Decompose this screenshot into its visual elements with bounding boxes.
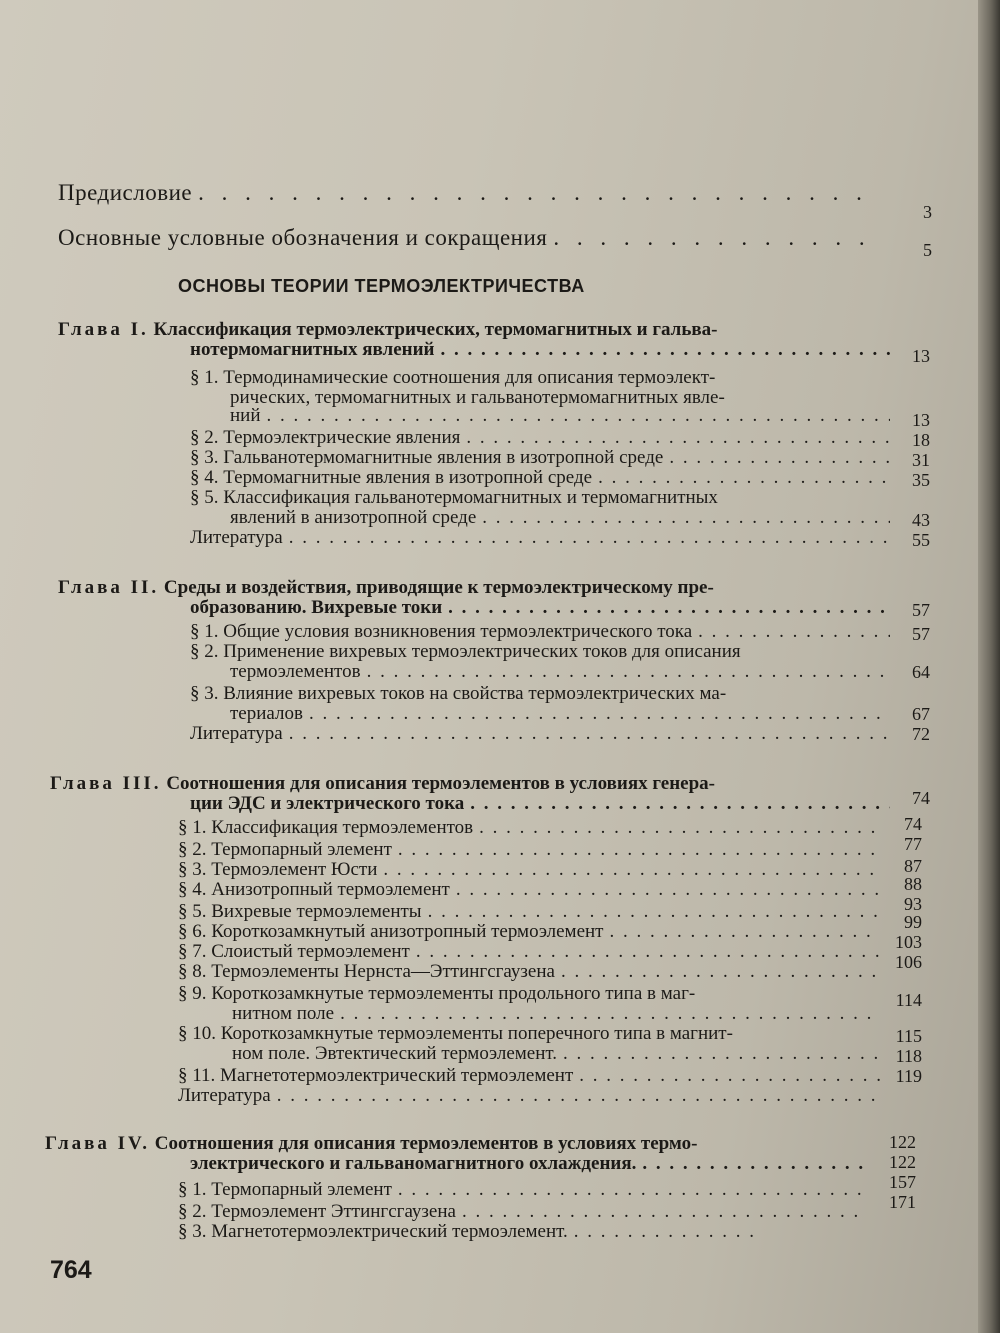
toc-entry-preface: Предисловие . . . bbox=[58, 180, 868, 206]
ch3-sec10-page-b: 118 bbox=[895, 1046, 922, 1066]
ch1-sec4: § 4. Термомагнитные явления в изотропной среде . . . bbox=[190, 468, 890, 488]
ch1-sec1: § 1. Термодинамические соотношения для описания термоэлект- bbox=[190, 367, 716, 388]
ch3-sec3: § 3. Термоэлемент Юсти . . . bbox=[178, 860, 880, 880]
ch3-sec8-page: 106 bbox=[895, 952, 922, 972]
ch3-sec10-page-a: 115 bbox=[895, 1026, 922, 1046]
chapter-1-page: 13 bbox=[912, 346, 930, 366]
ch3-sec11-page: 119 bbox=[895, 1066, 922, 1086]
ch3-sec4-page: 88 bbox=[904, 874, 922, 894]
ch3-sec6-page: 99 bbox=[904, 912, 922, 932]
ch1-sec1-page: 13 bbox=[912, 410, 930, 430]
ch2-sec2-cont: термоэлементов . . . bbox=[230, 662, 890, 682]
ch1-sec5-cont: явлений в анизотропной среде . . . bbox=[230, 508, 890, 528]
chapter-2-title: Глава II. Среды и воздействия, приводящие к термоэлектрическому пре- bbox=[58, 577, 714, 598]
ch1-sec3: § 3. Гальванотермомагнитные явления в изотропной среде . . . bbox=[190, 448, 890, 468]
ch4-sec2-page: 171 bbox=[889, 1192, 916, 1212]
ch3-sec2: § 2. Термопарный элемент . . . bbox=[178, 840, 880, 860]
ch1-literature: Литература . . . bbox=[190, 528, 890, 548]
section-title: ОСНОВЫ ТЕОРИИ ТЕРМОЭЛЕКТРИЧЕСТВА bbox=[178, 276, 585, 296]
ch3-sec7-page: 103 bbox=[895, 932, 922, 952]
ch4-sec3: § 3. Магнетотермоэлектрический термоэлемент. . . . bbox=[178, 1222, 758, 1242]
chapter-3-title: Глава III. Соотношения для описания термоэлементов в условиях генера- bbox=[50, 773, 715, 794]
ch3-sec9-page: 114 bbox=[895, 990, 922, 1010]
ch1-sec1-cont2: ний . . . bbox=[230, 406, 890, 426]
ch1-sec3-page: 31 bbox=[912, 450, 930, 470]
ch1-sec5: § 5. Классификация гальванотермомагнитных и термомагнитных bbox=[190, 487, 718, 508]
chapter-3-page: 74 bbox=[912, 788, 930, 808]
ch2-sec3: § 3. Влияние вихревых токов на свойства термоэлектрических ма- bbox=[190, 683, 727, 704]
ch2-sec2-page: 64 bbox=[912, 662, 930, 682]
ch3-sec9: § 9. Короткозамкнутые термоэлементы продольного типа в маг- bbox=[178, 983, 696, 1004]
ch3-sec8: § 8. Термоэлементы Нернста—Эттингсгаузена . . . bbox=[178, 962, 880, 982]
ch1-sec2: § 2. Термоэлектрические явления . . . bbox=[190, 428, 890, 448]
ch2-sec1-page: 57 bbox=[912, 624, 930, 644]
ch2-sec3-cont: териалов . . . bbox=[230, 704, 890, 724]
ch3-sec10-cont: ном поле. Эвтектический термоэлемент. . . . bbox=[232, 1044, 880, 1064]
chapter-4-page-a: 122 bbox=[889, 1132, 916, 1152]
ch3-sec1: § 1. Классификация термоэлементов . . . bbox=[178, 818, 880, 838]
ch1-literature-page: 55 bbox=[912, 530, 930, 550]
ch1-sec2-page: 18 bbox=[912, 430, 930, 450]
chapter-3-title-cont: ции ЭДС и электрического тока . . . bbox=[190, 794, 890, 814]
ch4-sec1-page: 157 bbox=[889, 1172, 916, 1192]
toc-page-preface: 3 bbox=[923, 202, 932, 222]
ch3-sec7: § 7. Слоистый термоэлемент . . . bbox=[178, 942, 880, 962]
ch1-sec1-cont1: рических, термомагнитных и гальванотермомагнитных явле- bbox=[230, 387, 725, 408]
ch1-sec4-page: 35 bbox=[912, 470, 930, 490]
ch2-sec1: § 1. Общие условия возникновения термоэлектрического тока . . . bbox=[190, 622, 890, 642]
ch4-sec1: § 1. Термопарный элемент . . . bbox=[178, 1180, 868, 1200]
chapter-1-title: Глава I. Классификация термоэлектрических, термомагнитных и гальва- bbox=[58, 319, 718, 340]
ch3-sec10: § 10. Короткозамкнутые термоэлементы поперечного типа в магнит- bbox=[178, 1023, 733, 1044]
ch3-literature: Литература . . . bbox=[178, 1086, 880, 1106]
ch3-sec1-page: 74 bbox=[904, 814, 922, 834]
ch3-sec5-page: 93 bbox=[904, 894, 922, 914]
toc-entry-notation: Основные условные обозначения и сокращения . . . bbox=[58, 225, 868, 251]
ch3-sec11: § 11. Магнетотермоэлектрический термоэлемент . . . bbox=[178, 1066, 880, 1086]
page-number: 764 bbox=[50, 1256, 92, 1284]
ch3-sec5: § 5. Вихревые термоэлементы . . . bbox=[178, 902, 880, 922]
chapter-4-page-b: 122 bbox=[889, 1152, 916, 1172]
ch3-sec4: § 4. Анизотропный термоэлемент . . . bbox=[178, 880, 880, 900]
ch2-sec3-page: 67 bbox=[912, 704, 930, 724]
ch3-sec2-page: 77 bbox=[904, 834, 922, 854]
ch1-sec5-page: 43 bbox=[912, 510, 930, 530]
chapter-4-title: Глава IV. Соотношения для описания термоэлементов в условиях термо- bbox=[45, 1133, 698, 1154]
ch3-sec3-page: 87 bbox=[904, 856, 922, 876]
chapter-4-title-cont: электрического и гальваномагнитного охлаждения. . . . bbox=[190, 1154, 870, 1174]
page-edge-shadow bbox=[978, 0, 1000, 1333]
ch2-literature-page: 72 bbox=[912, 724, 930, 744]
ch2-sec2: § 2. Применение вихревых термоэлектрических токов для описания bbox=[190, 641, 741, 662]
toc-page-notation: 5 bbox=[923, 240, 932, 260]
chapter-2-page: 57 bbox=[912, 600, 930, 620]
ch3-sec6: § 6. Короткозамкнутый анизотропный термоэлемент . . . bbox=[178, 922, 880, 942]
ch4-sec2: § 2. Термоэлемент Эттингсгаузена . . . bbox=[178, 1202, 868, 1222]
chapter-1-title-cont: нотермомагнитных явлений . . . bbox=[190, 340, 890, 360]
chapter-2-title-cont: образованию. Вихревые токи . . . bbox=[190, 598, 890, 618]
ch3-sec9-cont: нитном поле . . . bbox=[232, 1004, 880, 1024]
ch2-literature: Литература . . . bbox=[190, 724, 890, 744]
